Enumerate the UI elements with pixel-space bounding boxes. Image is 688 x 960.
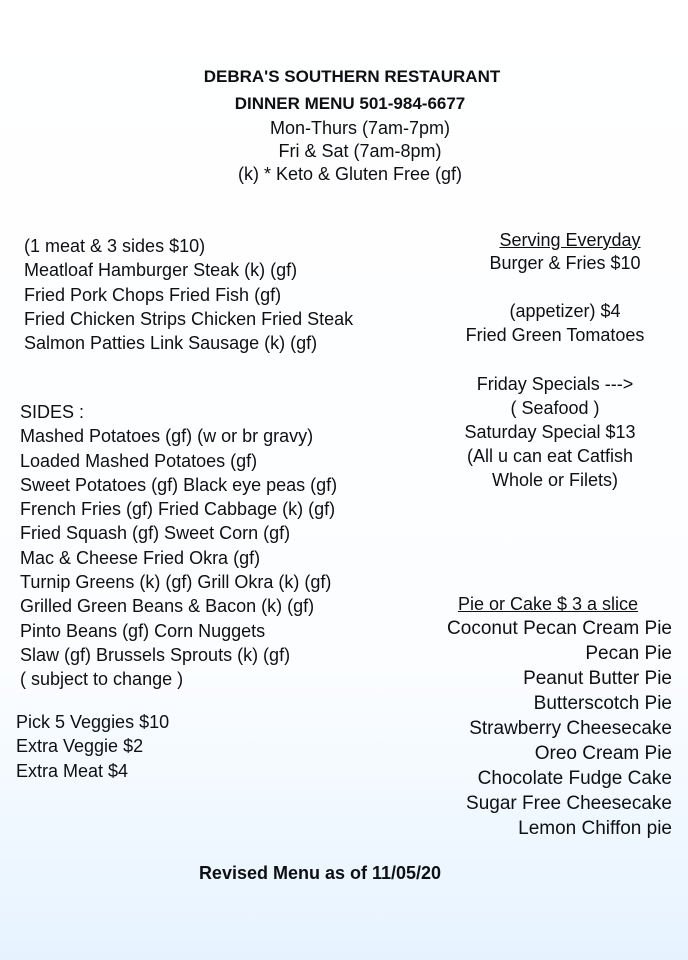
- revised-date: Revised Menu as of 11/05/20: [198, 863, 442, 883]
- side-line: Mac & Cheese Fried Okra (gf): [20, 547, 261, 568]
- extra-line: Extra Veggie $2: [16, 736, 144, 757]
- dessert-item: Coconut Pecan Cream Pie: [447, 618, 672, 639]
- side-line: Fried Squash (gf) Sweet Corn (gf): [20, 523, 291, 544]
- dessert-item: Oreo Cream Pie: [534, 743, 672, 764]
- friday-seafood: ( Seafood ): [510, 398, 600, 418]
- restaurant-name: DEBRA'S SOUTHERN RESTAURANT: [203, 67, 501, 86]
- dessert-item: Strawberry Cheesecake: [469, 718, 672, 739]
- meat-line: Fried Chicken Strips Chicken Fried Steak: [24, 308, 354, 329]
- meat-list: [24, 234, 353, 355]
- dessert-list: [380, 617, 672, 847]
- dessert-item: Butterscotch Pie: [533, 693, 672, 714]
- extras-list: [16, 710, 169, 783]
- side-line: Mashed Potatoes (gf) (w or br gravy): [20, 426, 314, 447]
- dessert-item: Peanut Butter Pie: [523, 668, 672, 689]
- friday-specials: Friday Specials --->: [476, 374, 634, 394]
- sides-note: ( subject to change ): [20, 669, 184, 690]
- appetizer-price: (appetizer) $4: [509, 301, 621, 321]
- side-line: Pinto Beans (gf) Corn Nuggets: [20, 620, 266, 641]
- side-line: Turnip Greens (k) (gf) Grill Okra (k) (gf): [20, 572, 332, 593]
- diet-legend: (k) * Keto & Gluten Free (gf): [237, 164, 463, 184]
- everyday-heading: Serving Everyday: [499, 230, 641, 250]
- dessert-item: Chocolate Fudge Cake: [477, 768, 672, 789]
- everyday-burger: Burger & Fries $10: [489, 253, 641, 273]
- side-line: Loaded Mashed Potatoes (gf): [20, 450, 258, 471]
- dessert-heading: Pie or Cake $ 3 a slice: [457, 594, 639, 614]
- saturday-special: Saturday Special $13: [464, 422, 636, 442]
- extra-line: Pick 5 Veggies $10: [16, 712, 170, 732]
- catfish-line-2: Whole or Filets): [491, 470, 619, 490]
- dessert-item: Sugar Free Cheesecake: [466, 793, 672, 814]
- side-line: Grilled Green Beans & Bacon (k) (gf): [20, 596, 315, 617]
- sides-heading: SIDES :: [20, 402, 85, 422]
- meat-line: Meatloaf Hamburger Steak (k) (gf): [24, 260, 298, 281]
- dessert-item: Lemon Chiffon pie: [518, 818, 672, 839]
- side-line: Sweet Potatoes (gf) Black eye peas (gf): [20, 474, 338, 495]
- meat-line: (1 meat & 3 sides $10): [24, 236, 206, 256]
- catfish-line-1: (All u can eat Catfish: [466, 446, 634, 466]
- hours-weekday: Mon-Thurs (7am-7pm): [269, 118, 451, 138]
- menu-title-phone: DINNER MENU 501-984-6677: [234, 94, 466, 113]
- hours-weekend: Fri & Sat (7am-8pm): [278, 141, 442, 161]
- side-line: Slaw (gf) Brussels Sprouts (k) (gf): [20, 644, 291, 665]
- fried-green-tomatoes: Fried Green Tomatoes: [465, 325, 645, 345]
- dessert-item: Pecan Pie: [585, 643, 672, 664]
- meat-line: Salmon Patties Link Sausage (k) (gf): [24, 333, 318, 354]
- extra-line: Extra Meat $4: [16, 760, 129, 781]
- meat-line: Fried Pork Chops Fried Fish (gf): [24, 284, 282, 305]
- side-line: French Fries (gf) Fried Cabbage (k) (gf): [20, 499, 336, 520]
- sides-list: [20, 400, 337, 692]
